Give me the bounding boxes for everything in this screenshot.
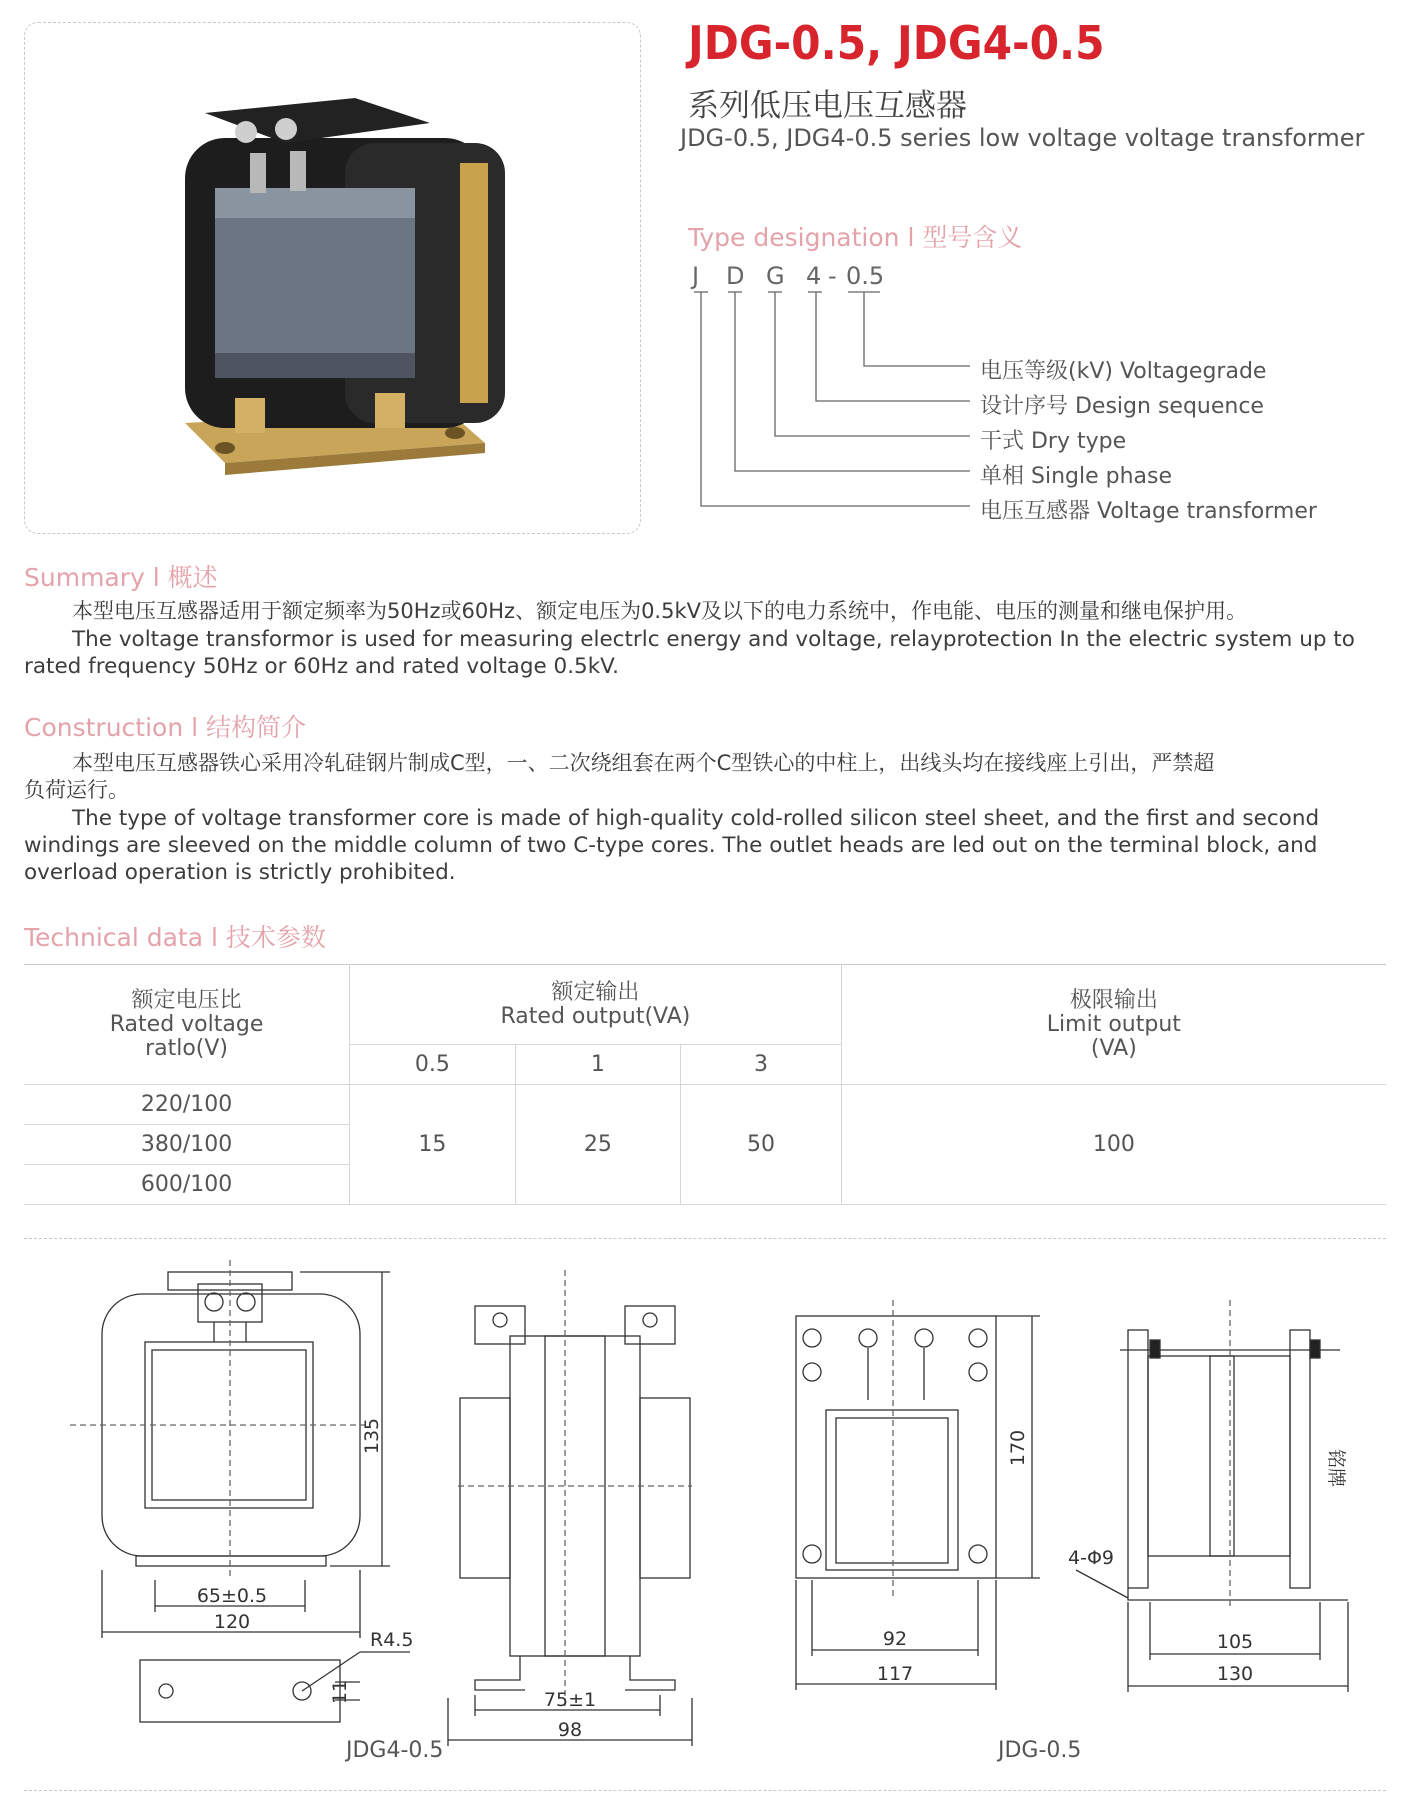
legend-design-sequence: 设计序号 Design sequence: [980, 394, 1264, 419]
legend-single-phase: 单相 Single phase: [980, 464, 1173, 489]
header-rated-output: 额定输出 Rated output(VA): [350, 965, 842, 1045]
dim-b-outer: 98: [557, 1719, 583, 1741]
output-1: 25: [515, 1085, 681, 1205]
subtitle-english: JDG-0.5, JDG4-0.5 series low voltage voltage transformer: [680, 124, 1365, 152]
type-letter-dash: -: [828, 262, 837, 290]
drawing-jdg4-front: [70, 1260, 410, 1722]
dim-a-slot: 11: [329, 1679, 351, 1705]
type-designation-heading: Type designation l 型号含义: [688, 223, 1023, 252]
dim-c-height: 170: [1007, 1429, 1029, 1467]
dim-d-inner: 105: [1216, 1631, 1254, 1653]
product-photo-frame: [24, 22, 641, 534]
band-right: [460, 163, 488, 403]
caption-jdg4: JDG4-0.5: [346, 1738, 444, 1763]
drawing-jdg4-side: [448, 1270, 692, 1746]
page-title: JDG-0.5, JDG4-0.5: [688, 16, 1105, 70]
type-designation-lines: [680, 290, 980, 520]
drawing-jdg-side: [1076, 1300, 1348, 1692]
dimension-drawings: [0, 1240, 1408, 1760]
dim-a-inner: 65±0.5: [196, 1585, 268, 1607]
construction-en-line1: The type of voltage transformer core is made of high-quality cold-rolled silicon steel sheet, and the first and second: [72, 806, 1320, 831]
summary-cn-text: 本型电压互感器适用于额定频率为50Hz或60Hz、额定电压为0.5kV及以下的电力系统中，作电能、电压的测量和继电保护用。: [72, 599, 1247, 623]
limit-output-value: 100: [841, 1085, 1386, 1205]
technical-heading: Technical data l 技术参数: [24, 923, 326, 952]
type-letter-g: G: [766, 262, 785, 290]
separator-top: [24, 1238, 1386, 1239]
output-05: 15: [350, 1085, 516, 1205]
caption-jdg: JDG-0.5: [998, 1738, 1082, 1763]
dim-a-height: 135: [361, 1417, 383, 1455]
header-rated-voltage: 额定电压比 Rated voltage ratlo(V): [24, 965, 350, 1085]
type-letter-j: J: [692, 262, 700, 290]
summary-en-line2: rated frequency 50Hz or 60Hz and rated voltage 0.5kV.: [24, 654, 619, 679]
accuracy-05: 0.5: [350, 1045, 516, 1085]
construction-cn-line2: 负荷运行。: [24, 778, 129, 802]
dim-d-holes: 4-Φ9: [1068, 1547, 1114, 1569]
construction-en-line3: overload operation is strictly prohibited.: [24, 860, 456, 885]
dim-a-outer: 120: [213, 1611, 251, 1633]
construction-cn-line1: 本型电压互感器铁心采用冷轧硅钢片制成C型，一、二次绕组套在两个C型铁心的中柱上，出线头均在接线座上引出，严禁超: [72, 751, 1215, 775]
dim-d-outer: 130: [1216, 1663, 1254, 1685]
accuracy-1: 1: [515, 1045, 681, 1085]
dim-b-inner: 75±1: [543, 1689, 597, 1711]
dim-a-radius: R4.5: [370, 1629, 414, 1651]
drawing-jdg-front: [796, 1300, 1040, 1690]
type-letter-4: 4: [806, 262, 822, 290]
construction-en-line2: windings are sleeved on the middle column of two C-type cores. The outlet heads are led out on the terminal block, and: [24, 833, 1318, 858]
transformer-photo: [25, 23, 640, 533]
ratio-600: 600/100: [24, 1165, 350, 1205]
legend-voltage-grade: 电压等级(kV) Voltagegrade: [980, 359, 1267, 384]
technical-data-table: [24, 964, 1386, 1205]
summary-en-line1: The voltage transformor is used for measuring electrlc energy and voltage, relayprotection In the electric system up to: [72, 627, 1355, 652]
type-letter-05: 0.5: [846, 262, 885, 290]
accuracy-3: 3: [681, 1045, 842, 1085]
ratio-380: 380/100: [24, 1125, 350, 1165]
summary-heading: Summary l 概述: [24, 563, 218, 592]
ratio-220: 220/100: [24, 1085, 350, 1125]
header-limit-output: 极限输出 Limit output (VA): [841, 965, 1386, 1085]
dim-d-nameplate: 铭牌: [1325, 1448, 1347, 1488]
type-letter-d: D: [726, 262, 745, 290]
type-code: [690, 262, 890, 292]
legend-voltage-transformer: 电压互感器 Voltage transformer: [980, 499, 1317, 524]
legend-dry-type: 干式 Dry type: [980, 429, 1127, 454]
separator-bottom: [24, 1790, 1386, 1791]
construction-heading: Construction l 结构简介: [24, 713, 307, 742]
subtitle-chinese: 系列低压电压互感器: [688, 88, 967, 124]
dim-c-inner: 92: [882, 1628, 908, 1650]
dim-c-outer: 117: [876, 1663, 914, 1685]
output-3: 50: [681, 1085, 842, 1205]
